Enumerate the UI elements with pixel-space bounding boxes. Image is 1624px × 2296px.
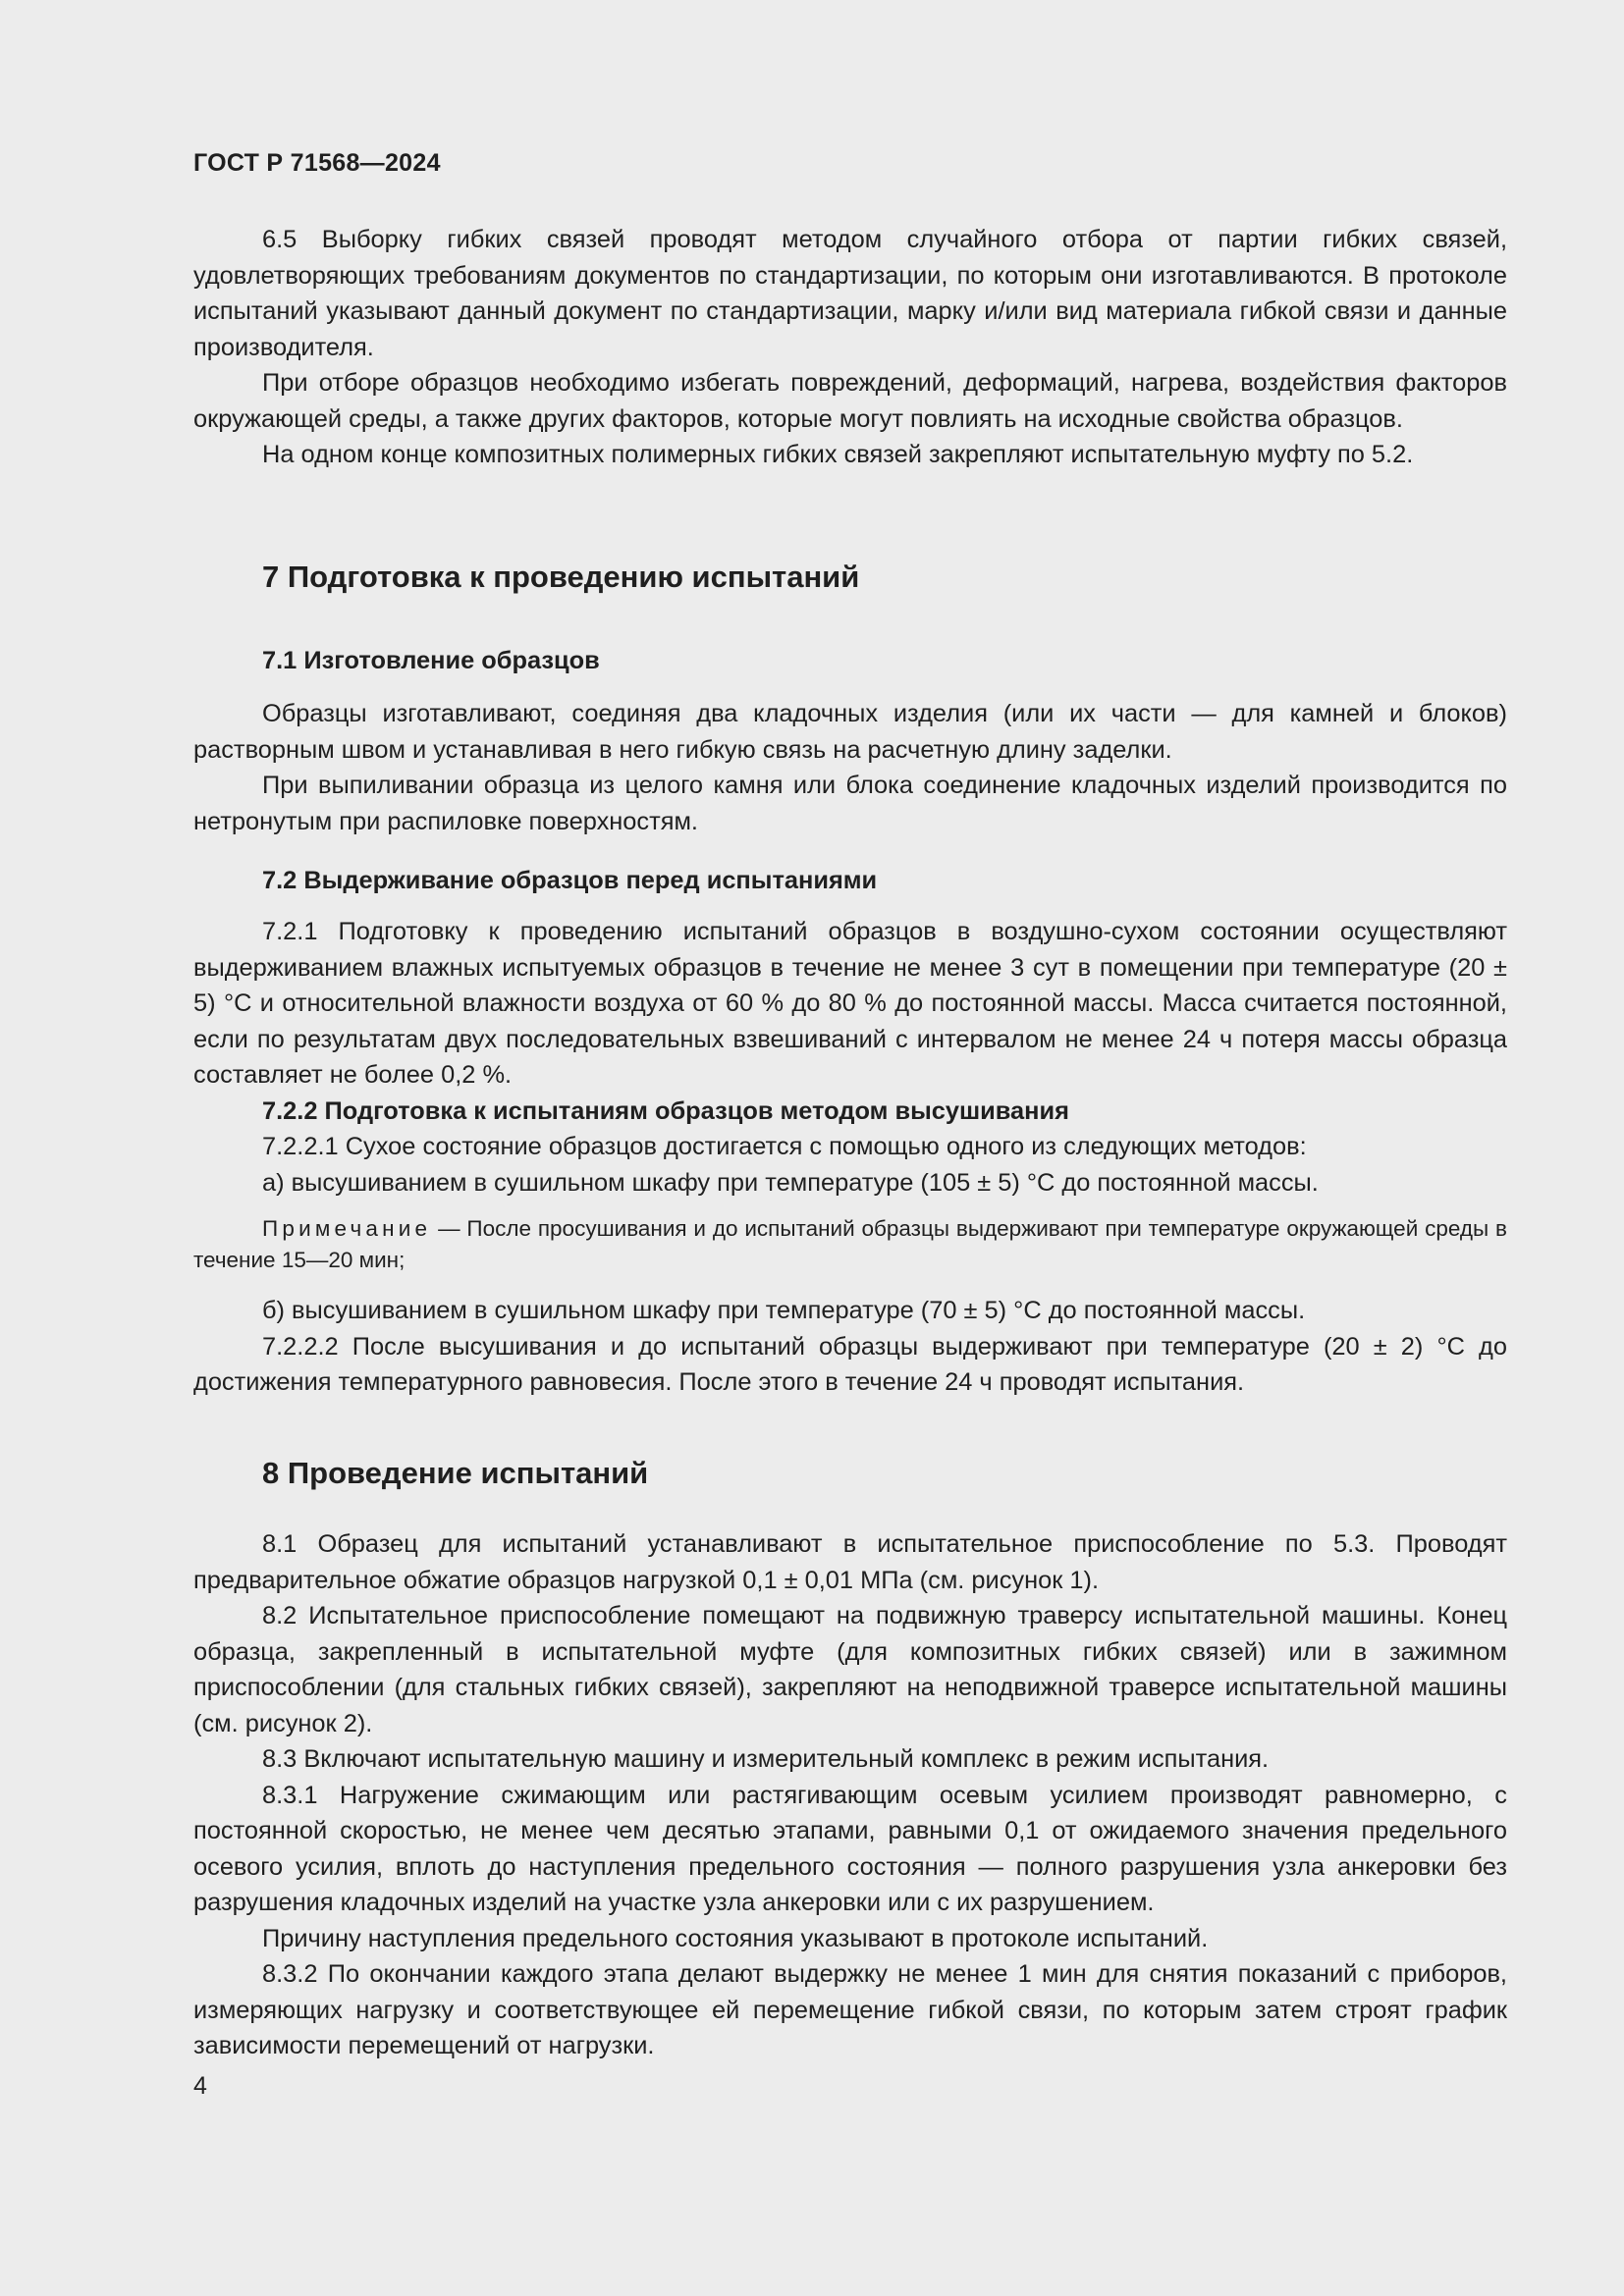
paragraph-7-1-a: Образцы изготавливают, соединяя два кладочных изделия (или их части — для камней и блоков) растворным швом и устанавливая в него гибкую связь на расчетную длину заделки. (193, 700, 1507, 764)
section-7-2-2-title: 7.2.2 Подготовка к испытаниям образцов методом высушивания (262, 1096, 1069, 1125)
paragraph-8-2: 8.2 Испытательное приспособление помещают на подвижную траверсу испытательной машины. Конец образца, закрепленный в испытательной муфте (для композитных гибких связей) или в зажимном приспособлении (для стальных гибких связей), закрепляют на неподвижной траверсе испытательной машины (см. рисунок 2). (193, 1602, 1507, 1737)
section-6-5 (193, 222, 1507, 473)
paragraph-6-5-sampling: При отборе образцов необходимо избегать повреждений, деформаций, нагрева, воздействия факторов окружающей среды, а также других факторов, которые могут повлиять на исходные свойства образцов. (193, 369, 1507, 433)
note-label: Примечание (262, 1216, 432, 1241)
section-7-2-title: 7.2 Выдерживание образцов перед испытаниями (262, 867, 878, 894)
section-7-2 (193, 863, 1507, 899)
paragraph-8-3-2: 8.3.2 По окончании каждого этапа делают выдержку не менее 1 мин для снятия показаний с приборов, измеряющих нагрузку и соответствующее ей перемещение гибкой связи, по которым затем строят график зависимости перемещений от нагрузки. (193, 1960, 1507, 2059)
paragraph-7-2-2-1: 7.2.2.1 Сухое состояние образцов достигается с помощью одного из следующих методов: (262, 1133, 1307, 1160)
list-item-a: а) высушиванием в сушильном шкафу при температуре (105 ± 5) °С до постоянной массы. (262, 1168, 1319, 1197)
section-7-1 (193, 643, 1507, 679)
paragraph-8-3-1-cause: Причину наступления предельного состояния указывают в протоколе испытаний. (262, 1924, 1209, 1952)
note (193, 1213, 1507, 1276)
paragraph-7-1-b: При выпиливании образца из целого камня или блока соединение кладочных изделий производится по нетронутым при распиловке поверхностям. (193, 772, 1507, 835)
section-8-body (193, 1526, 1507, 2064)
page-number: 4 (193, 2072, 207, 2100)
paragraph-8-1: 8.1 Образец для испытаний устанавливают в испытательное приспособление по 5.3. Проводят предварительное обжатие образцов нагрузкой 0,1 ± 0,01 МПа (см. рисунок 1). (193, 1530, 1507, 1594)
paragraph-6-5-coupling: На одном конце композитных полимерных гибких связей закрепляют испытательную муфту по 5.2. (262, 441, 1414, 468)
section-7-1-body (193, 696, 1507, 839)
paragraph-8-3-1: 8.3.1 Нагружение сжимающим или растягивающим осевым усилием производят равномерно, с постоянной скоростью, не менее чем десятью этапами, равными 0,1 от ожидаемого значения предельного осевого усилия, вплоть до наступления предельного состояния — полного разрушения узла анкеровки без разрушения кладочных изделий на участке узла анкеровки или с их разрушением. (193, 1781, 1507, 1916)
list-item-b: б) высушиванием в сушильном шкафу при температуре (70 ± 5) °С до постоянной массы. (262, 1297, 1306, 1324)
section-7-2-2-continued (193, 1293, 1507, 1401)
note-text: — После просушивания и до испытаний образцы выдерживают при температуре окружающей среды в течение 15—20 мин; (193, 1216, 1507, 1272)
paragraph-8-3: 8.3 Включают испытательную машину и измерительный комплекс в режим испытания. (262, 1745, 1270, 1773)
paragraph-6-5: 6.5 Выборку гибких связей проводят методом случайного отбора от партии гибких связей, удовлетворяющих требованиям документов по стандартизации, по которым они изготавливаются. В протоколе испытаний указывают данный документ по стандартизации, марку и/или вид материала гибкой связи и данные производителя. (193, 226, 1507, 361)
section-7-title: 7 Подготовка к проведению испытаний (262, 560, 860, 594)
section-8-heading-block (193, 1454, 1507, 1493)
note-block (193, 1213, 1507, 1276)
section-7-1-title: 7.1 Изготовление образцов (262, 647, 600, 674)
document-code-header: ГОСТ Р 71568—2024 (193, 149, 441, 177)
section-8-title: 8 Проведение испытаний (262, 1456, 649, 1490)
section-7-2-body (193, 914, 1507, 1201)
paragraph-7-2-2-2: 7.2.2.2 После высушивания и до испытаний образцы выдерживают при температуре (20 ± 2) °С до достижения температурного равновесия. После этого в течение 24 ч проводят испытания. (193, 1332, 1507, 1396)
paragraph-7-2-1: 7.2.1 Подготовку к проведению испытаний образцов в воздушно-сухом состоянии осуществляют выдерживанием влажных испытуемых образцов в течение не менее 3 сут в помещении при температуре (20 ± 5) °С и относительной влажности воздуха от 60 % до 80 % до постоянной массы. Масса считается постоянной, если по результатам двух последовательных взвешиваний с интервалом не менее 24 ч потеря массы образца составляет не более 0,2 %. (193, 918, 1507, 1089)
section-7-heading-block (193, 558, 1507, 597)
